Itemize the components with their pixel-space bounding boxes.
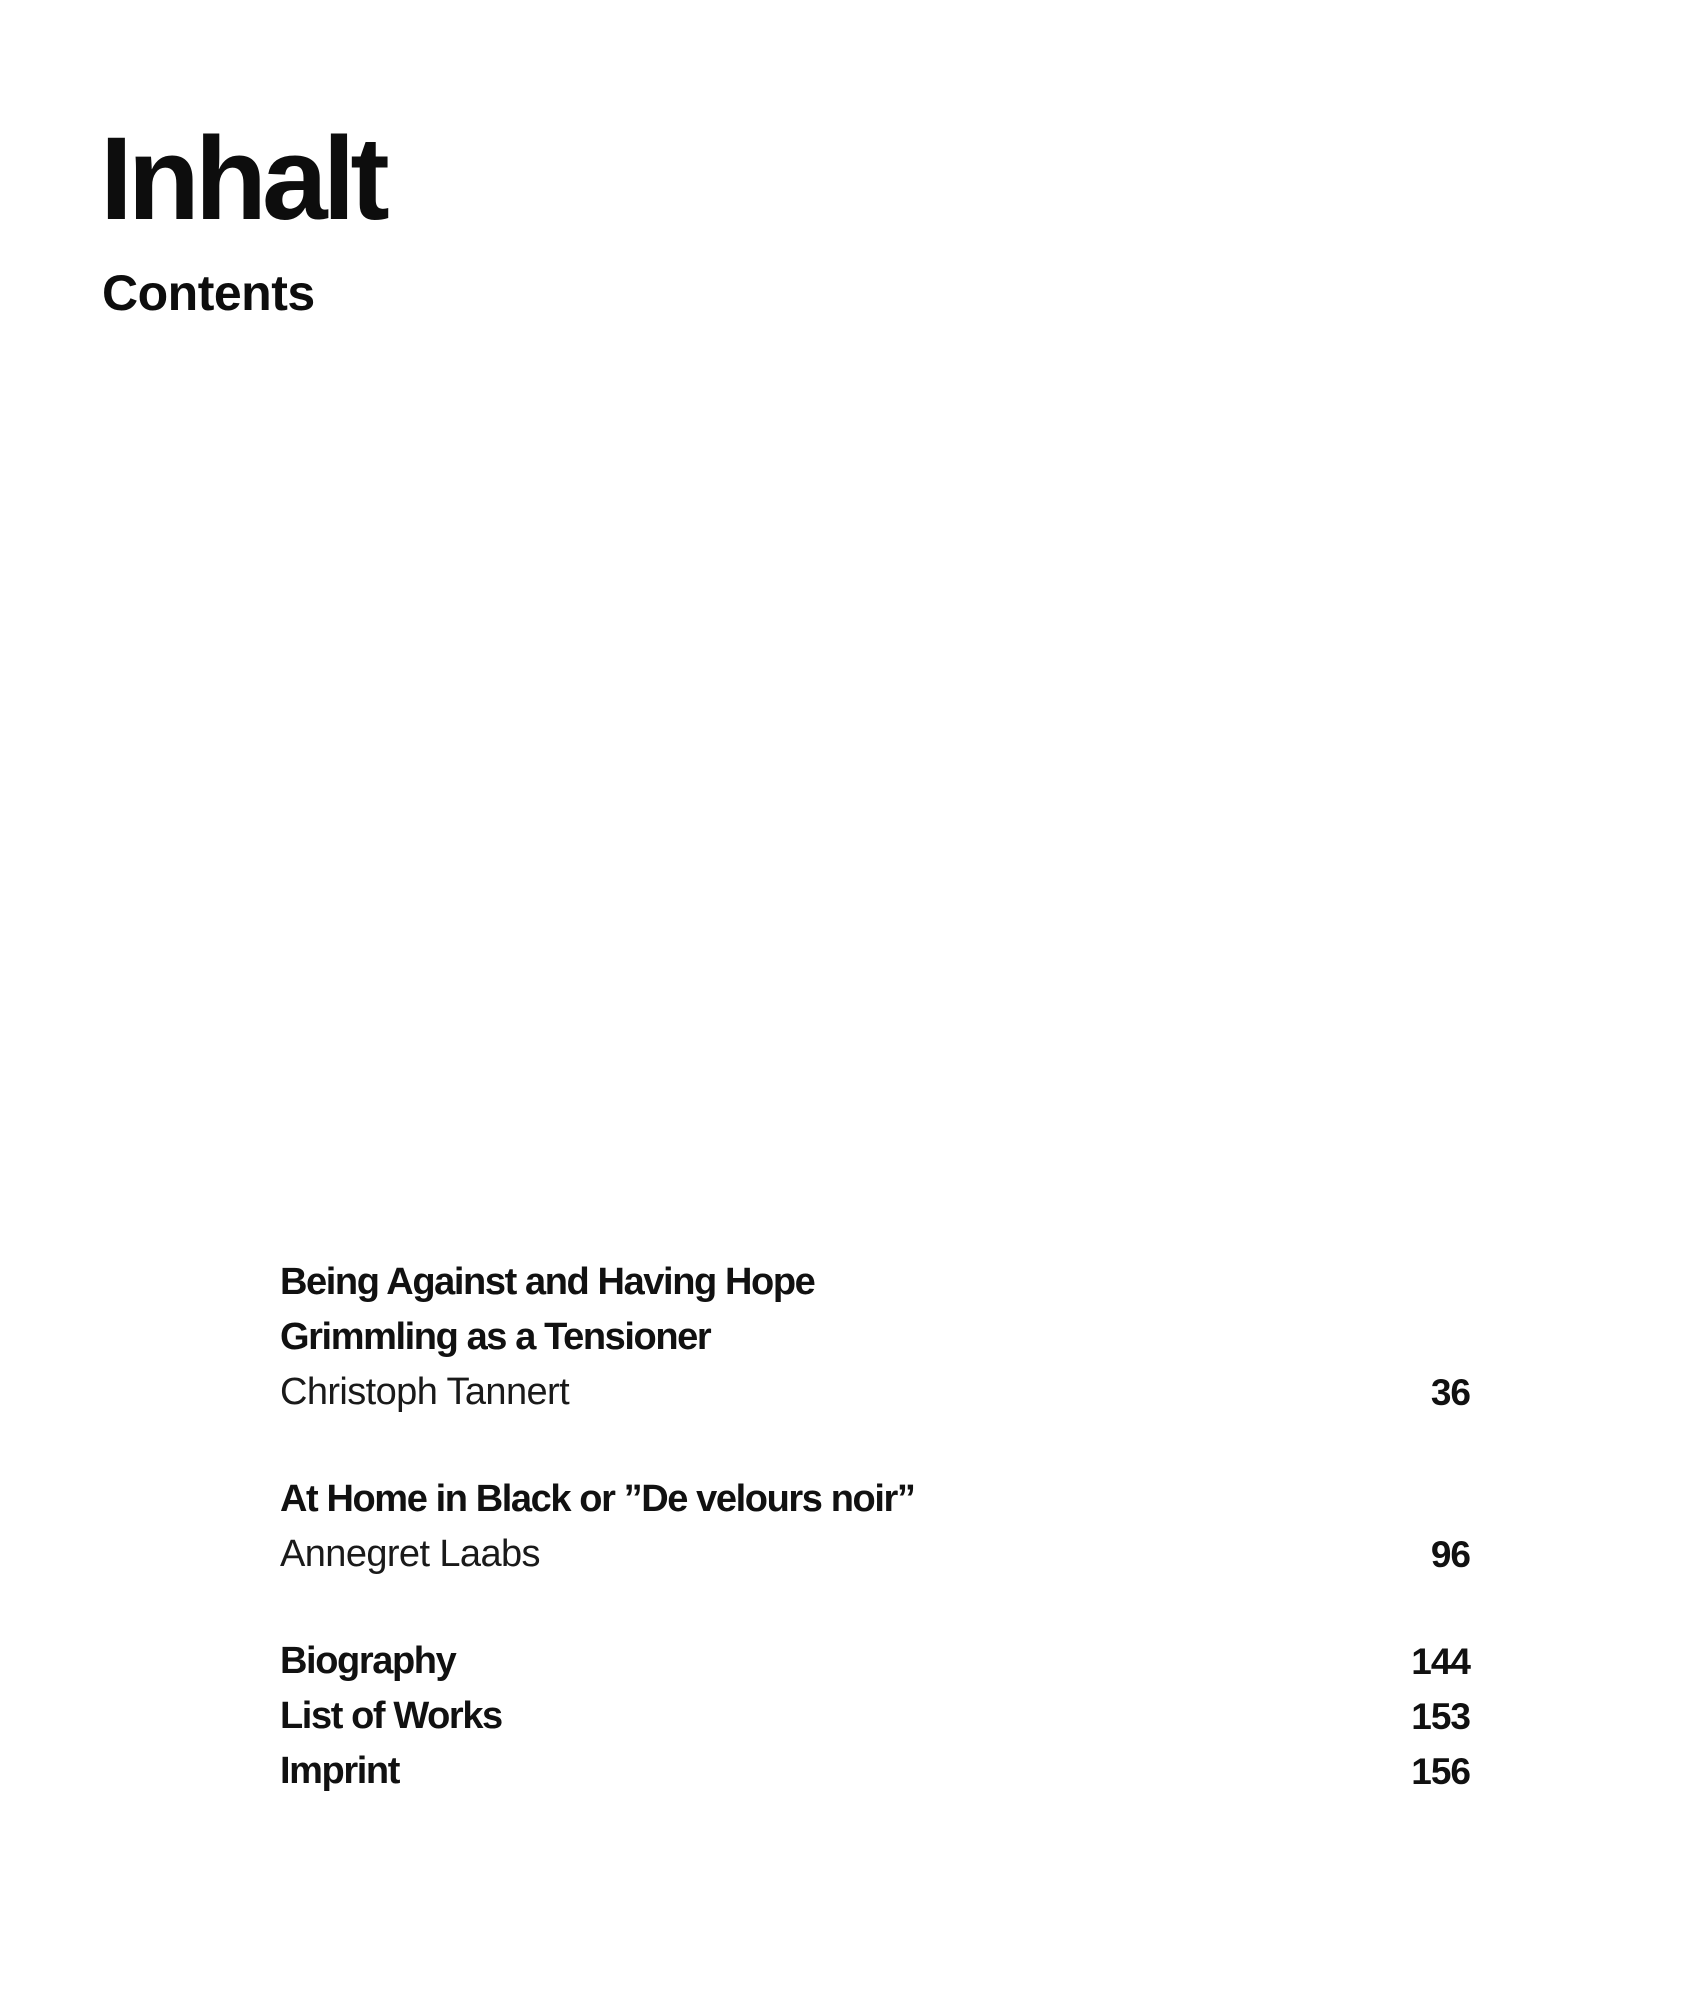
page-title: Inhalt xyxy=(100,113,385,245)
toc-entry-imprint[interactable] xyxy=(280,1744,1470,1799)
toc-entry-list-of-works[interactable] xyxy=(280,1689,1470,1744)
toc-entry-laabs[interactable] xyxy=(280,1472,1470,1582)
toc-entry-title: Grimmling as a Tensioner xyxy=(280,1316,711,1358)
toc-page-number: 144 xyxy=(1411,1641,1470,1682)
toc-entry-title: Imprint xyxy=(280,1750,399,1792)
toc-entry-biography[interactable] xyxy=(280,1634,1470,1689)
toc-entry-tannert[interactable] xyxy=(280,1255,1470,1420)
toc-page-number: 153 xyxy=(1411,1696,1470,1737)
toc-entry-title: List of Works xyxy=(280,1695,502,1737)
toc-entry-title: At Home in Black or ”De velours noir” xyxy=(280,1478,915,1520)
toc-page-number: 156 xyxy=(1411,1751,1470,1792)
table-of-contents xyxy=(280,1255,1470,1799)
toc-entry-author: Annegret Laabs xyxy=(280,1533,540,1575)
toc-entry-title: Being Against and Having Hope xyxy=(280,1261,815,1303)
toc-entry-title: Biography xyxy=(280,1640,456,1682)
toc-entry-author: Christoph Tannert xyxy=(280,1371,570,1413)
toc-page-number: 96 xyxy=(1430,1534,1470,1575)
toc-page-number: 36 xyxy=(1430,1372,1470,1413)
page-subtitle: Contents xyxy=(102,265,315,321)
